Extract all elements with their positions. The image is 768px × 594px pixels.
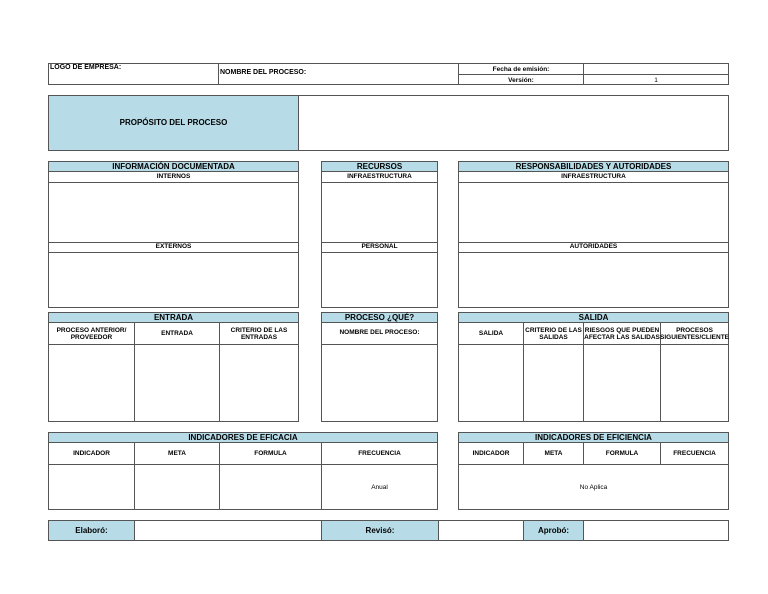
issue-date-label: Fecha de emisión: [492, 65, 550, 73]
purpose-label: PROPÓSITO DEL PROCESO [48, 95, 299, 151]
efficacy-cell-goal[interactable] [135, 466, 219, 509]
personnel-field[interactable] [322, 253, 437, 307]
input-col-input: ENTRADA [161, 330, 193, 338]
input-cell-input[interactable] [135, 346, 219, 421]
input-cell-criteria[interactable] [220, 346, 298, 421]
prepared-by-label: Elaboró: [49, 521, 135, 540]
output-cell-risks[interactable] [584, 346, 660, 421]
efficacy-cell-indicator[interactable] [49, 466, 134, 509]
personnel-label: PERSONAL [322, 242, 437, 253]
authorities-field[interactable] [459, 253, 728, 307]
purpose-field[interactable] [298, 95, 729, 151]
reviewed-by-field[interactable] [439, 521, 524, 540]
efficacy-cell-frequency[interactable]: Anual [371, 484, 388, 491]
resources-title: RECURSOS [322, 162, 437, 172]
process-cell-name[interactable] [322, 346, 437, 421]
efficacy-col-formula: FORMULA [254, 450, 287, 458]
responsibilities-title: RESPONSABILIDADES Y AUTORIDADES [459, 162, 728, 172]
input-title: ENTRADA [49, 313, 298, 323]
output-col-output: SALIDA [478, 330, 504, 338]
input-cell-previous-process[interactable] [49, 346, 134, 421]
output-cell-next-process[interactable] [661, 346, 728, 421]
authorities-label: AUTORIDADES [459, 242, 728, 253]
responsibilities-infrastructure-label: INFRAESTRUCTURA [459, 172, 728, 183]
internal-docs-field[interactable] [49, 183, 298, 242]
output-title: SALIDA [459, 313, 728, 323]
output-col-risks: RIESGOS QUE PUEDEN AFECTAR LAS SALIDAS [584, 326, 660, 341]
output-col-criteria: CRITERIO DE LAS SALIDAS [525, 326, 582, 341]
process-name-label: NOMBRE DEL PROCESO: [220, 69, 307, 76]
efficacy-col-frequency: FRECUENCIA [358, 450, 401, 458]
process-title: PROCESO ¿QUÉ? [322, 313, 437, 323]
efficiency-title: INDICADORES DE EFICIENCIA [459, 433, 728, 443]
responsibilities-infrastructure-field[interactable] [459, 183, 728, 242]
process-col-name: NOMBRE DEL PROCESO: [322, 323, 437, 345]
infrastructure-field[interactable] [322, 183, 437, 242]
external-docs-label: EXTERNOS [49, 242, 298, 253]
efficiency-col-frequency: FRECUENCIA [673, 450, 716, 458]
approved-by-field[interactable] [584, 521, 728, 540]
issue-date-field[interactable] [584, 64, 728, 74]
efficacy-cell-formula[interactable] [220, 466, 321, 509]
prepared-by-field[interactable] [135, 521, 322, 540]
efficiency-value[interactable]: No Aplica [579, 484, 608, 491]
documented-info-title: INFORMACIÓN DOCUMENTADA [49, 162, 298, 172]
efficacy-col-goal: META [168, 450, 186, 458]
efficiency-col-indicator: INDICADOR [472, 450, 510, 458]
external-docs-field[interactable] [49, 253, 298, 307]
input-col-previous-process: PROCESO ANTERIOR/ PROVEEDOR [56, 326, 127, 341]
version-field[interactable]: 1 [654, 76, 658, 84]
version-label: Versión: [508, 76, 534, 84]
approved-by-label: Aprobó: [523, 521, 584, 540]
input-col-criteria: CRITERIO DE LAS ENTRADAS [230, 326, 288, 341]
output-col-next-process: PROCESOS SIGUIENTES/CLIENTE [660, 326, 729, 341]
efficiency-col-goal: META [544, 450, 563, 458]
infrastructure-label: INFRAESTRUCTURA [322, 172, 437, 183]
reviewed-by-label: Revisó: [322, 521, 439, 540]
internal-docs-label: INTERNOS [49, 172, 298, 183]
output-cell-output[interactable] [459, 346, 523, 421]
efficiency-col-formula: FORMULA [605, 450, 639, 458]
efficacy-col-indicator: INDICADOR [73, 450, 110, 458]
efficacy-title: INDICADORES DE EFICACIA [49, 433, 437, 443]
logo-label: LOGO DE EMPRESA: [50, 64, 122, 71]
output-cell-criteria[interactable] [524, 346, 583, 421]
